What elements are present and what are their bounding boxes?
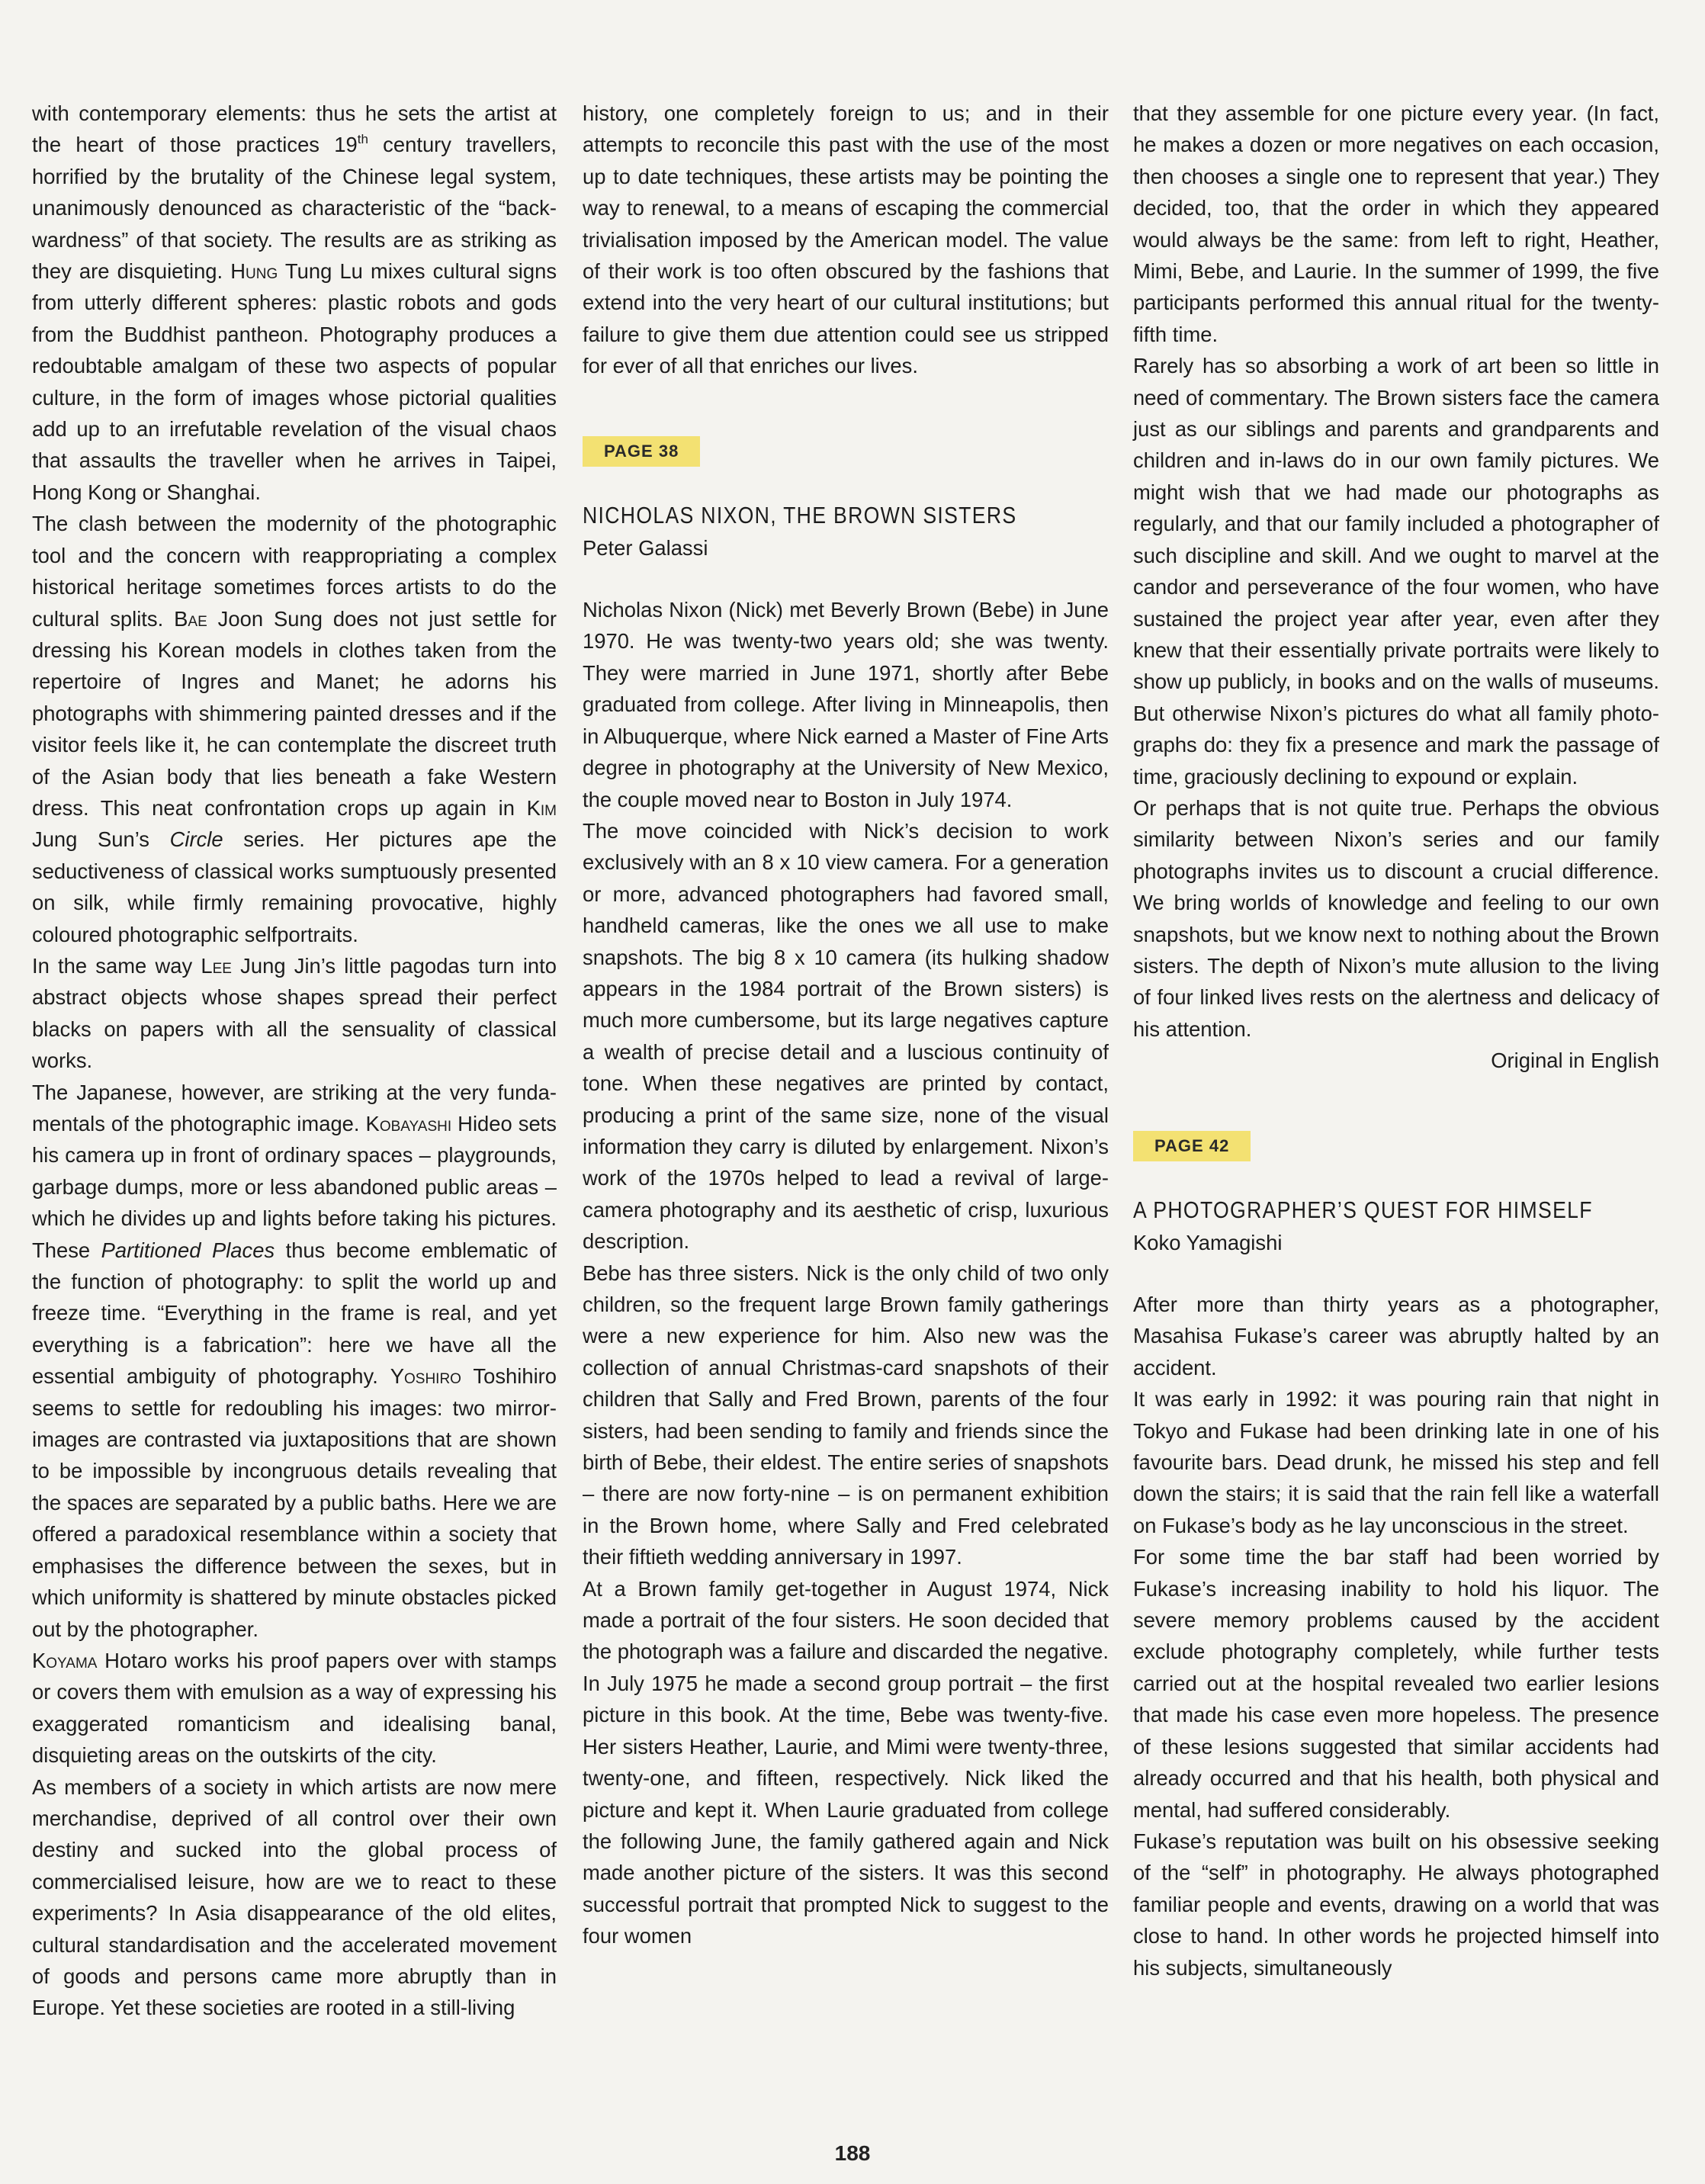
paragraph: Nicholas Nixon (Nick) met Beverly Brown (Bebe) in June 1970. He was twenty-two years old; she was twenty. They were married in June 1971, shortly after Bebe graduated from college. After living in Minneapolis, then in Albuquerque, where Nick earned a Master of Fine Arts degree in photography at the University of New Mexico, the couple moved near to Boston in July 1974. (583, 598, 1109, 811)
paragraph: It was early in 1992: it was pouring rain that night in Tokyo and Fukase had been drinking late in one of his favourite bars. Dead drunk, he missed his step and fell down the stairs; it is said that the rain fell like a waterfall on Fukase’s body as he lay unconscious in the street. (1133, 1387, 1659, 1537)
paragraph: with contemporary elements: thus he sets the artist at the heart of those practices 19th century travellers, horrified by the brutality of the Chinese legal system, unanimously denounced as characteristic of the “back wardness” of that society. The results are as striking as they are disquieting. Hung Tung Lu mixes cultural signs from utterly different spheres: plastic robots and gods from the Buddhist pantheon. Photography produces a redoubtable amalgam of these two aspects of popular culture, in the form of images whose pictorial qualities add up to an irrefutable revelation of the visual chaos that assaults the traveller when he arrives in Taipei, Hong Kong or Shanghai. (32, 101, 557, 504)
work-title: Circle (169, 827, 223, 852)
paragraph: The clash between the modernity of the photographic tool and the concern with reappropriating a complex historical heritage sometimes forces artists to do the cultural splits. Bae Joon Sung does not just settle for dressing his Korean models in clothes taken from the repertoire of Ingres and Manet; he adorns his photographs with shimmering painted dresses and if the visitor feels like it, he can contemplate the discreet truth of the Asian body that lies beneath a fake Western dress. This neat confrontation crops up again in Kim Jung Sun’s Circle series. Her pictures ape the seductiveness of classical works sumptuously presented on silk, while firmly remaining provocative, highly coloured photographic selfportraits. (32, 512, 557, 946)
paragraph: Or perhaps that is not quite true. Perhaps the obvious similarity between Nixon’s series and our family photographs invites us to discount a crucial difference. We bring worlds of knowledge and feeling to our own snapshots, but we know next to nothing about the Brown sisters. The depth of Nixon’s mute allusion to the living of four linked lives rests on the alertness and delicacy of his attention. (1133, 795, 1659, 1041)
artist-name: Hung (230, 259, 278, 284)
artist-name: Bae (174, 606, 207, 631)
work-title: Partitioned Places (101, 1238, 275, 1262)
page-number: 188 (834, 2141, 871, 2165)
artist-name: Kim (526, 795, 557, 820)
article-title: NICHOLAS NIXON, THE BROWN SISTERS (583, 501, 1017, 528)
paragraph: In the same way Lee Jung Jin’s little pagodas turn into abstract objects whose shapes spread their perfect blacks on papers with all the sensuality of classical works. (32, 953, 557, 1073)
artist-name: Yoshiro (390, 1364, 461, 1389)
paragraph: history, one completely foreign to us; and in their attempts to reconcile this past with the use of the most up to date techniques, these artists may be pointing the way to renewal, to a means of escaping the commercial trivialisation imposed by the American model. The value of their work is too often obscured by the fashions that extend into the very heart of our cultural institutions; but failure to give them due attention could see us stripped for ever of all that enriches our lives. (583, 101, 1109, 378)
text-column-right (1133, 98, 1659, 1983)
paragraph: At a Brown family get-together in August 1974, Nick made a portrait of the four sisters. He soon decided that the photograph was a failure and discarded the negative. In July 1975 he made a second group portrait – the first picture in this book. At the time, Bebe was twenty-five. Her sisters Heather, Laurie, and Mimi were twenty-three, twenty-one, and fifteen, respectively. Nick liked the picture and kept it. When Laurie graduated from college the following June, the family gathered again and Nick made another picture of the sisters. It was this second successful portrait that prompted Nick to suggest to the four women (583, 1576, 1109, 1948)
page-tag: PAGE 38 (583, 436, 700, 467)
text-column-left (32, 98, 557, 2024)
paragraph: The move coincided with Nick’s decision to work exclusively with an 8 x 10 view camera. For a generation or more, advanced photographers had favored small, handheld cameras, like the ones we all use to make snapshots. The big 8 x 10 camera (its hulking shadow appears in the 1984 portrait of the Brown sisters) is much more cumbersome, but its large negatives capture a wealth of precise detail and a luscious continuity of tone. When these negatives are printed by contact, producing a print of the same size, none of the visual information they carry is diluted by enlargement. Nixon’s work of the 1970s helped to lead a revival of large-camera photography and its aesthetic of crisp, luxurious description. (583, 818, 1109, 1254)
text-column-middle (583, 98, 1109, 1952)
article-author: Koko Yamagishi (1133, 1230, 1283, 1254)
article-title: A PHOTOGRAPHER’S QUEST FOR HIMSELF (1133, 1196, 1593, 1223)
original-language-note: Original in English (1491, 1049, 1659, 1073)
paragraph: Fukase’s reputation was built on his obsessive seeking of the “self” in photography. He always photographed familiar people and events, drawing on a world that was close to hand. In other words he projected himself into his subjects, simultaneously (1133, 1829, 1659, 1980)
artist-name: Lee (201, 953, 232, 978)
article-author: Peter Galassi (583, 535, 708, 560)
paragraph: As members of a society in which artists are now mere merchandise, deprived of all control over their own destiny and sucked into the global process of commercialised leisure, how are we to react to these experiments? In Asia disappearance of the old elites, cultural standardisation and the accelerated movement of goods and persons came more abruptly than in Europe. Yet these societies are rooted in a still-living (32, 1774, 557, 2020)
page-tag: PAGE 42 (1133, 1131, 1251, 1161)
paragraph: After more than thirty years as a photographer, Masahisa Fukase’s career was abruptly halted by an accident. (1133, 1293, 1659, 1379)
paragraph: that they assemble for one picture every year. (In fact, he makes a dozen or more negatives on each occasion, then chooses a single one to represent that year.) They decided, too, that the order in which they appeared would always be the same: from left to right, Heather, Mimi, Bebe, and Laurie. In the summer of 1999, the five participants performed this annual ritual for the twenty-fifth time. (1133, 101, 1659, 346)
artist-name: Koyama (32, 1648, 98, 1672)
paragraph: Koyama Hotaro works his proof papers over with stamps or covers them with emulsion as a way of expressing his exaggerated romanticism and idealising banal, disquieting areas on the outskirts of the city. (32, 1648, 557, 1768)
paragraph: The Japanese, however, are striking at the very fundamentals of the photographic image. Kobayashi Hideo sets his camera up in front of ordinary spaces – playgrounds, garbage dumps, more or less abandoned public areas – which he divides up and lights before taking his pictures. These Partitioned Places thus become emblematic of the function of photography: to split the world up and freeze time. “Everything in the frame is real, and yet everything is a fabrication”: here we have all the essential ambiguity of photography. Yoshiro Toshihiro seems to settle for redoubling his images: two mirror-images are contrasted via juxtapositions that are shown to be impossible by incongruous details revealing that the spaces are separated by a public baths. Here we are offered a paradoxical resemblance within a society that emphasises the difference between the sexes, but in which uniformity is shattered by minute obstacles picked out by the photographer. (32, 1080, 557, 1641)
artist-name: Kobayashi (365, 1112, 452, 1135)
paragraph: Rarely has so absorbing a work of art been so little in need of commentary. The Brown sisters face the camera just as our siblings and parents and grandparents and children and in-laws do in our own family pictures. We might wish that we had made our photographs as regularly, and that our family included a photographer of such discipline and skill. And we ought to marvel at the candor and perseverance of the four women, who have sustained the project year after year, even after they knew that their essentially private portraits were likely to show up publicly, in books and on the walls of museums. But otherwise Nixon’s pictures do what all family photographs do: they fix a presence and mark the passage of time, graciously declining to expound or explain. (1133, 354, 1659, 788)
paragraph: For some time the bar staff had been worried by Fukase’s increasing inability to hold his liquor. The severe memory problems caused by the accident exclude photography completely, while further tests carried out at the hospital revealed two earlier lesions that made his case even more hopeless. The presence of these lesions suggested that similar accidents had already occurred and that his health, both physical and mental, had suffered considerably. (1133, 1545, 1659, 1822)
paragraph: Bebe has three sisters. Nick is the only child of two only children, so the frequent large Brown family gatherings were a new experience for him. Also new was the collection of annual Christmas-card snapshots of their children that Sally and Fred Brown, parents of the four sisters, had been sending to family and friends since the birth of Bebe, their eldest. The entire series of snapshots – there are now forty-nine – is on permanent exhibition in the Brown home, where Sally and Fred celebrated their fiftieth wedding anniversary in 1997. (583, 1261, 1109, 1569)
